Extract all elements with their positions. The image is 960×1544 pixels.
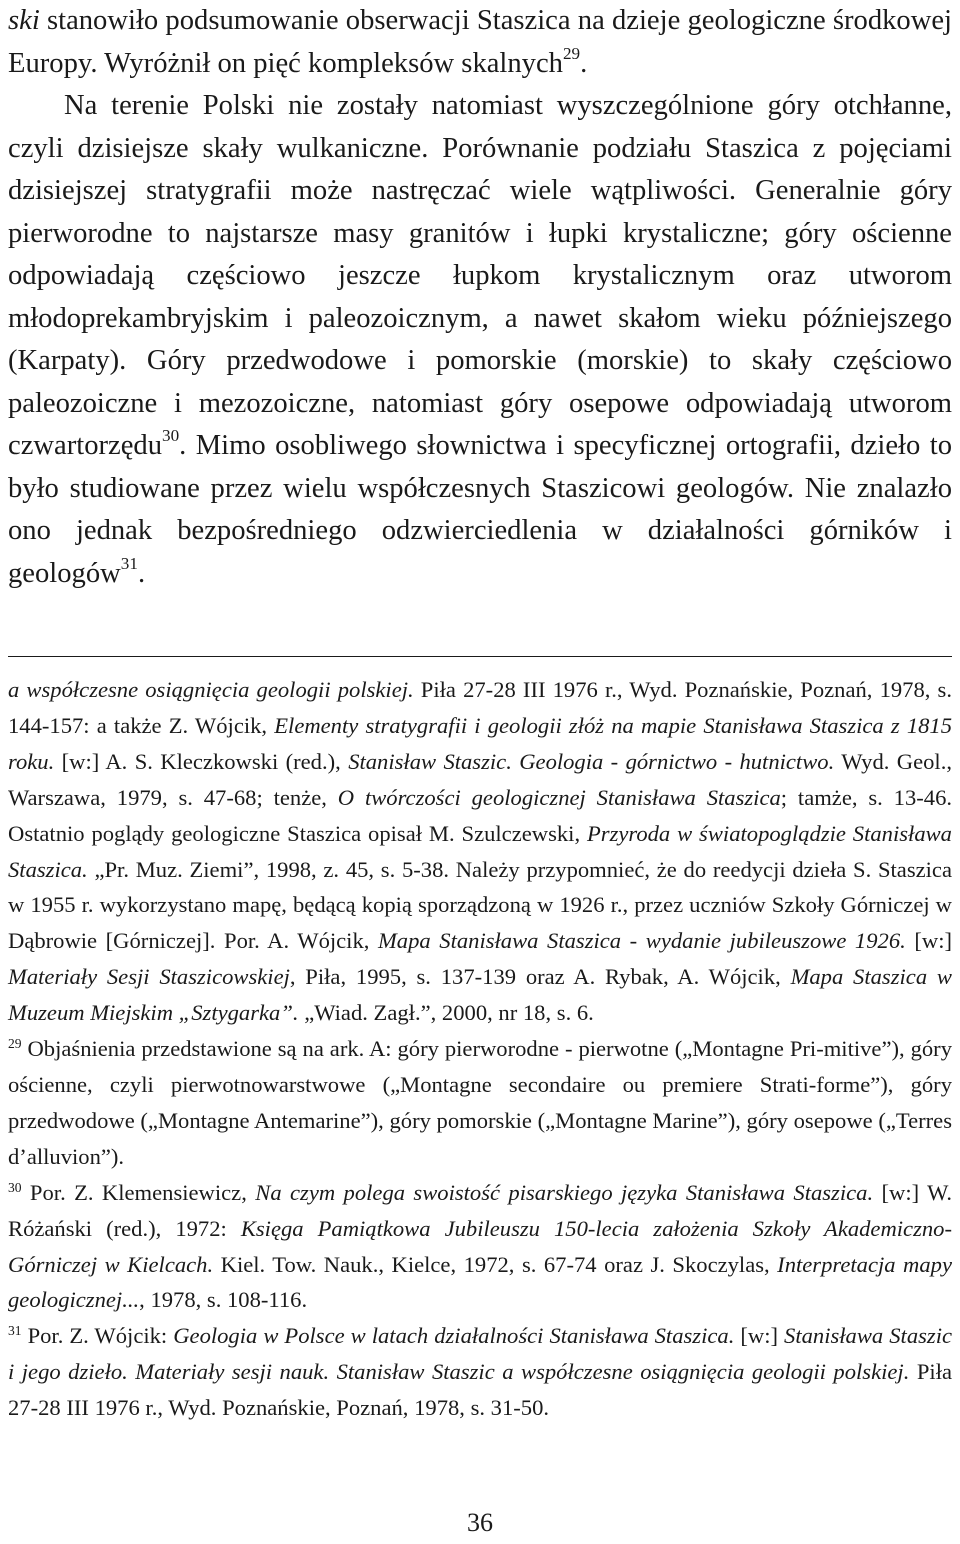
footnote-31: $^{31}$ Por. Z. Wójcik: Geologia w Polsce w latach działalności Stanisława Staszica. [w:] Stanisława Staszic i jego dzieło. Materiały sesji nauk. Stanisław Staszic a współczesne osiągnięcia geologii polskiej. Piła 27-28 III 1976 r., Wyd. Poznańskie, Poznań, 1978, s. 31-50.: [8, 1323, 953, 1421]
main-text: [8, 0, 952, 595]
footnote-ref-29: 29: [562, 43, 581, 63]
page-number: 36: [467, 1508, 493, 1537]
footnote-ref-31: 31: [120, 553, 138, 573]
footnote-number: 29: [8, 1035, 22, 1051]
paragraph-1: ski stanowiło podsumowanie obserwacji Staszica na dzieje geologiczne środkowej Europy. Wyróżnił on pięć kompleksów skalnych$^{29}$.: [8, 5, 952, 79]
footnote-continuation: a współczesne osiągnięcia geologii polskiej. Piła 27-28 III 1976 r., Wyd. Poznańskie, Poznań, 1978, s. 144-157: a także Z. Wójcik, Elementy stratygrafii i geologii złóż na mapie Stanisława Staszica z 1815 roku. [w:] A. S. Kleczkowski (red.), Stanisław Staszic. Geologia - górnictwo - hutnictwo. Wyd. Geol., Warszawa, 1979, s. 47-68; tenże, O twórczości geologicznej Stanisława Staszica; tamże, s. 13-46. Ostatnio poglądy geologiczne Staszica opisał M. Szulczewski, Przyroda w światopoglądzie Stanisława Staszica. „Pr. Muz. Ziemi”, 1998, z. 45, s. 5-38. Należy przypomnieć, że do reedycji dzieła S. Staszica w 1955 r. wykorzystano mapę, będącą kopią sporządzoną w 1926 r., przez uczniów Szkoły Górniczej w Dąbrowie [Górniczej]. Por. A. Wójcik, Mapa Stanisława Staszica - wydanie jubileuszowe 1926. [w:] Materiały Sesji Staszicowskiej, Piła, 1995, s. 137-139 oraz A. Rybak, A. Wójcik, Mapa Staszica w Muzeum Miejskim „Sztygarka”. „Wiad. Zagł.”, 2000, nr 18, s. 6.: [8, 677, 953, 1026]
italic-fragment: ski: [8, 5, 40, 36]
footnote-number: 31: [8, 1323, 22, 1339]
footnote-divider: [8, 656, 952, 657]
footnote-30: $^{30}$ Por. Z. Klemensiewicz, Na czym polega swoistość pisarskiego języka Stanisława Staszica. [w:] W. Różański (red.), 1972: Księga Pamiątkowa Jubileuszu 150-lecia założenia Szkoły Akademiczno-Górniczej w Kielcach. Kiel. Tow. Nauk., Kielce, 1972, s. 67-74 oraz J. Skoczylas, Interpretacja mapy geologicznej..., 1978, s. 108-116.: [8, 1179, 953, 1313]
footnotes: [8, 672, 952, 1426]
paragraph-2: Na terenie Polski nie zostały natomiast wyszczególnione góry otchłanne, czyli dzisiejsze skały wulkaniczne. Porównanie podziału Staszica z pojęciami dzisiejszej stratygrafii może nastręczać wiele wątpliwości. Generalnie góry pierworodne to najstarsze masy granitów i łupki krystaliczne; góry ościenne odpowiadają częściowo jeszcze łupkom krystalicznym oraz utworom młodoprekambryjskim i paleozoicznym, a nawet skałom wieku późniejszego (Karpaty). Góry przedwodowe i pomorskie (morskie) to skały częściowo paleozoiczne i mezozoiczne, natomiast góry osepowe odpowiadają utworom czwartorzędu$^{30}$. Mimo osobliwego słownictwa i specyficznej ortografii, dzieło to było studiowane przez wielu współczesnych Staszicowi geologów. Nie znalazło ono jednak bezpośredniego odzwierciedlenia w działalności górników i geologów$^{31}$.: [8, 90, 952, 589]
footnote-number: 30: [8, 1179, 22, 1195]
footnote-ref-30: 30: [162, 426, 180, 446]
footnote-29: $^{29}$ Objaśnienia przedstawione są na ark. A: góry pierworodne - pierwotne („Montagne Pri-mitive”), góry ościenne, czyli pierwotnowarstwowe („Montagne secondaire ou premiere Strati-forme”), góry przedwodowe („Montagne Antemarine”), góry pomorskie („Montagne Marine”), góry osepowe („Terres d’alluvion”).: [8, 1035, 952, 1169]
